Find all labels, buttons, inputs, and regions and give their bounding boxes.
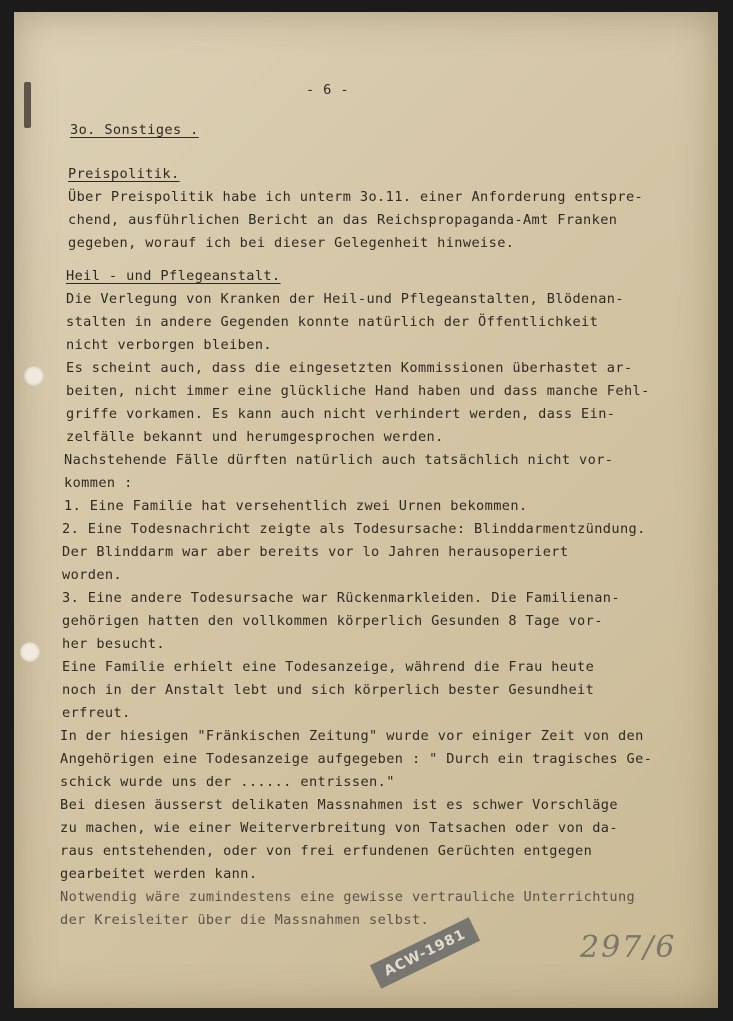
text-line: raus entstehenden, oder von frei erfundenen Gerüchten entgegen (60, 843, 593, 859)
subheading-preispolitik: Preispolitik. (68, 166, 180, 182)
text-line: kommen : (64, 475, 133, 491)
text-line: griffe vorkamen. Es kann auch nicht verhindert werden, dass Ein- (66, 406, 616, 422)
text-line: Über Preispolitik habe ich unterm 3o.11. einer Anforderung entspre- (68, 189, 644, 205)
case-line: gehörigen hatten den vollkommen körperlich Gesunden 8 Tage vor- (62, 613, 603, 629)
text-line: nicht verborgen bleiben. (66, 337, 273, 353)
text-line: Notwendig wäre zumindestens eine gewisse vertrauliche Unterrichtung (60, 889, 636, 905)
binder-clip-mark (24, 82, 31, 128)
case-line: Der Blinddarm war aber bereits vor lo Jahren herausoperiert (62, 544, 569, 560)
text-line: der Kreisleiter über die Massnahmen selbst. (60, 912, 430, 928)
case-line: erfreut. (62, 705, 131, 721)
case-line: her besucht. (62, 636, 166, 652)
text-line: Angehörigen eine Todesanzeige aufgegeben : " Durch ein tragisches Ge- (60, 751, 653, 767)
text-line: Die Verlegung von Kranken der Heil-und Pflegeanstalten, Blödenan- (66, 291, 624, 307)
subheading-pflegeanstalt: Heil - und Pflegeanstalt. (66, 268, 281, 284)
text-line: stalten in andere Gegenden konnte natürlich der Öffentlichkeit (66, 314, 599, 330)
text-line: Bei diesen äusserst delikaten Massnahmen ist es schwer Vorschläge (60, 797, 618, 813)
case-line: noch in der Anstalt lebt und sich körperlich bester Gesundheit (62, 682, 595, 698)
text-line: beiten, nicht immer eine glückliche Hand haben und dass manche Fehl- (66, 383, 650, 399)
section-heading: 3o. Sonstiges . (70, 122, 199, 138)
punch-hole-top (24, 366, 44, 386)
document-page (14, 12, 718, 1008)
archive-stamp: ACW-1981 (370, 917, 480, 989)
text-line: zu machen, wie einer Weiterverbreitung von Tatsachen oder von da- (60, 820, 618, 836)
text-line: Es scheint auch, dass die eingesetzten Kommissionen überhastet ar- (66, 360, 633, 376)
text-line: zelfälle bekannt und herumgesprochen werden. (66, 429, 444, 445)
punch-hole-bottom (20, 642, 40, 662)
case-line: 1. Eine Familie hat versehentlich zwei Urnen bekommen. (64, 498, 528, 514)
text-line: gearbeitet werden kann. (60, 866, 258, 882)
text-line: Nachstehende Fälle dürften natürlich auch tatsächlich nicht vor- (64, 452, 614, 468)
text-line: schick wurde uns der ...... entrissen." (60, 774, 395, 790)
case-line: Eine Familie erhielt eine Todesanzeige, während die Frau heute (62, 659, 595, 675)
case-line: worden. (62, 567, 123, 583)
text-line: gegeben, worauf ich bei dieser Gelegenheit hinweise. (68, 235, 515, 251)
case-line: 3. Eine andere Todesursache war Rückenmarkleiden. Die Familienan- (62, 590, 620, 606)
handwritten-page-number: 297/6 (580, 930, 677, 965)
case-line: 2. Eine Todesnachricht zeigte als Todesursache: Blinddarmentzündung. (62, 521, 646, 537)
text-line: chend, ausführlichen Bericht an das Reichspropaganda-Amt Franken (68, 212, 618, 228)
text-line: In der hiesigen "Fränkischen Zeitung" wurde vor einiger Zeit von den (60, 728, 644, 744)
page-number: - 6 - (306, 82, 349, 98)
